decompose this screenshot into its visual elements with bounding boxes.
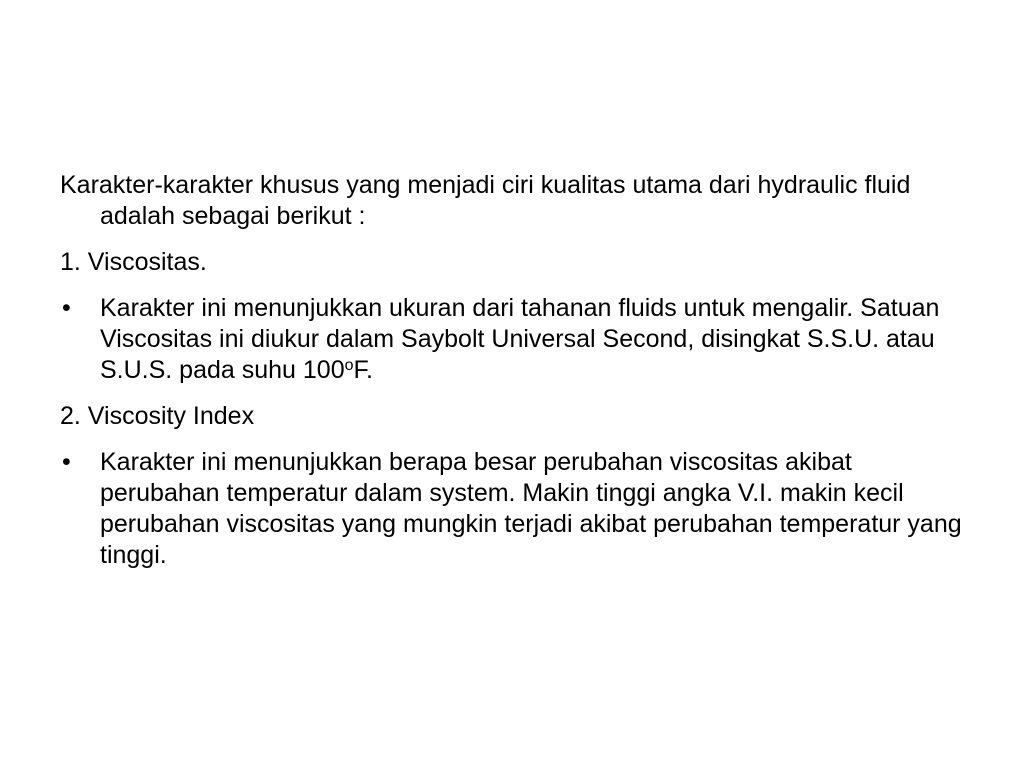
bullet-icon: • <box>62 294 71 322</box>
item-1-bullet <box>60 293 970 386</box>
item-1-bullet-text-end: F. <box>353 356 373 384</box>
slide-body <box>60 170 970 586</box>
bullet-icon: • <box>62 448 71 476</box>
intro-paragraph: Karakter-karakter khusus yang menjadi ciri kualitas utama dari hydraulic fluid adalah sebagai berikut : <box>60 171 911 230</box>
item-2-bullet <box>60 447 970 571</box>
item-1-bullet-text-main: Karakter ini menunjukkan ukuran dari tahanan fluids untuk mengalir. Satuan Viscositas ini diukur dalam Saybolt Universal Second, disingkat S.S.U. atau S.U.S. pada suhu 100 <box>100 294 940 384</box>
item-1-heading: 1. Viscositas. <box>60 248 207 276</box>
item-2-heading: 2. Viscosity Index <box>60 402 255 430</box>
item-1-bullet-text <box>100 294 939 384</box>
item-2-bullet-text: Karakter ini menunjukkan berapa besar perubahan viscositas akibat perubahan temperatur dalam system. Makin tinggi angka V.I. makin kecil perubahan viscositas yang mungkin terjadi akibat perubahan temperatur yang tinggi. <box>100 448 962 569</box>
degree-superscript: o <box>344 357 354 374</box>
